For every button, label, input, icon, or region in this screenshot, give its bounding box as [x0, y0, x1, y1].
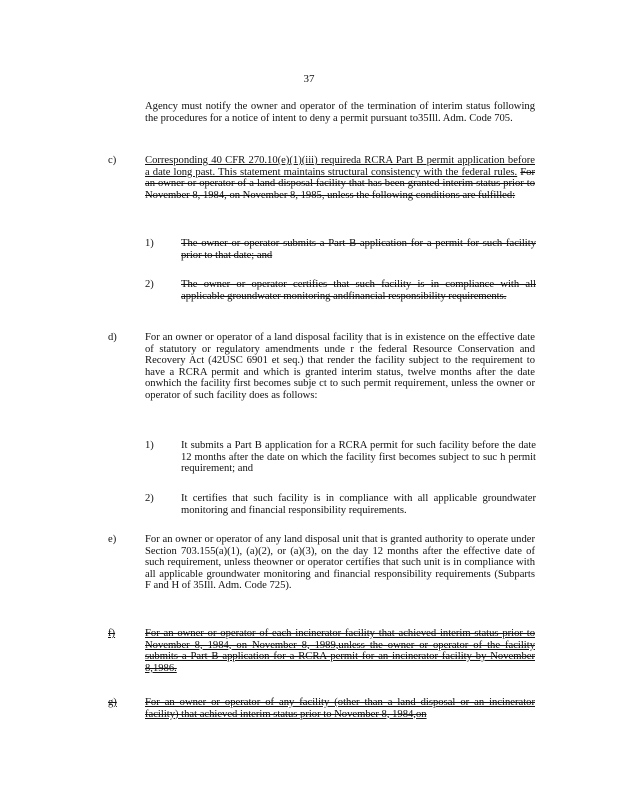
section-c-label: c)	[108, 155, 117, 166]
section-c-item-1-label: 1)	[145, 238, 154, 249]
section-e-label: e)	[108, 534, 117, 545]
section-g-paragraph: For an owner or operator of any facility (other than a land disposal or an incinerator facility) that achieved interim status prior to November 8, 1984,on	[145, 697, 535, 720]
section-c-item-1-text: The owner or operator submits a Part B application for a permit for such facility prior to that date; and	[181, 238, 536, 261]
section-d-item-1-text: It submits a Part B application for a RCRA permit for such facility before the date 12 months after the date on which the facility first becomes subject to suc h permit requirement; and	[181, 440, 536, 475]
section-f-label: f)	[108, 628, 116, 639]
section-d-item-1-label: 1)	[145, 440, 154, 451]
section-g-label: g)	[108, 697, 117, 708]
section-c-paragraph	[145, 155, 535, 201]
section-d-item-2-text: It certifies that such facility is in compliance with all applicable groundwater monitoring and financial responsibility requirements.	[181, 493, 536, 516]
section-d-label: d)	[108, 332, 117, 343]
section-d-item-2-label: 2)	[145, 493, 154, 504]
section-d-paragraph: For an owner or operator of a land disposal facility that is in existence on the effective date of statutory or regulatory amendments unde r the federal Resource Conservation and Recovery Act (42USC 6901 et seq.) that render the facility subject to the requirement to have a RCRA permit and which is granted interim status, twelve months after the date onwhich the facility first becomes subje ct to such permit requirement, unless the owner or operator of such facility does as follows:	[145, 332, 535, 401]
section-c-item-2-text: The owner or operator certifies that such facility is in compliance with all applicable groundwater monitoring andfinancial responsibility requirements.	[181, 279, 536, 302]
intro-paragraph: Agency must notify the owner and operator of the termination of interim status following the procedures for a notice of intent to deny a permit pursuant to35Ill. Adm. Code 705.	[145, 101, 535, 124]
section-c-struck-text: For an owner or operator of a land disposal facility that has been granted interim status prior to November 8, 1984, on November 8, 1985, unless the following conditions are fulfilled:	[145, 166, 535, 201]
section-c-underlined-text: Corresponding 40 CFR 270.10(e)(1)(iii) requireda RCRA Part B permit application before a date long past. This statement maintains structural consistency with the federal rules.	[145, 155, 535, 178]
page-number: 37	[303, 73, 315, 85]
section-e-paragraph: For an owner or operator of any land disposal unit that is granted authority to operate under Section 703.155(a)(1), (a)(2), or (a)(3), on the day 12 months after the effective date of such requirement, unless theowner or operator certifies that such unit is in compliance with all applicable groundwater monitoring and financial responsibility requirements (Subparts F and H of 35Ill. Adm. Code 725).	[145, 534, 535, 592]
section-c-item-2-label: 2)	[145, 279, 154, 290]
section-f-paragraph: For an owner or operator of each incinerator facility that achieved interim status prior to November 8, 1984, on November 8, 1989,unless the owner or operator of the facility submits a Part B application for a RCRA permit for an incinerator facility by November 8,1986.	[145, 628, 535, 674]
